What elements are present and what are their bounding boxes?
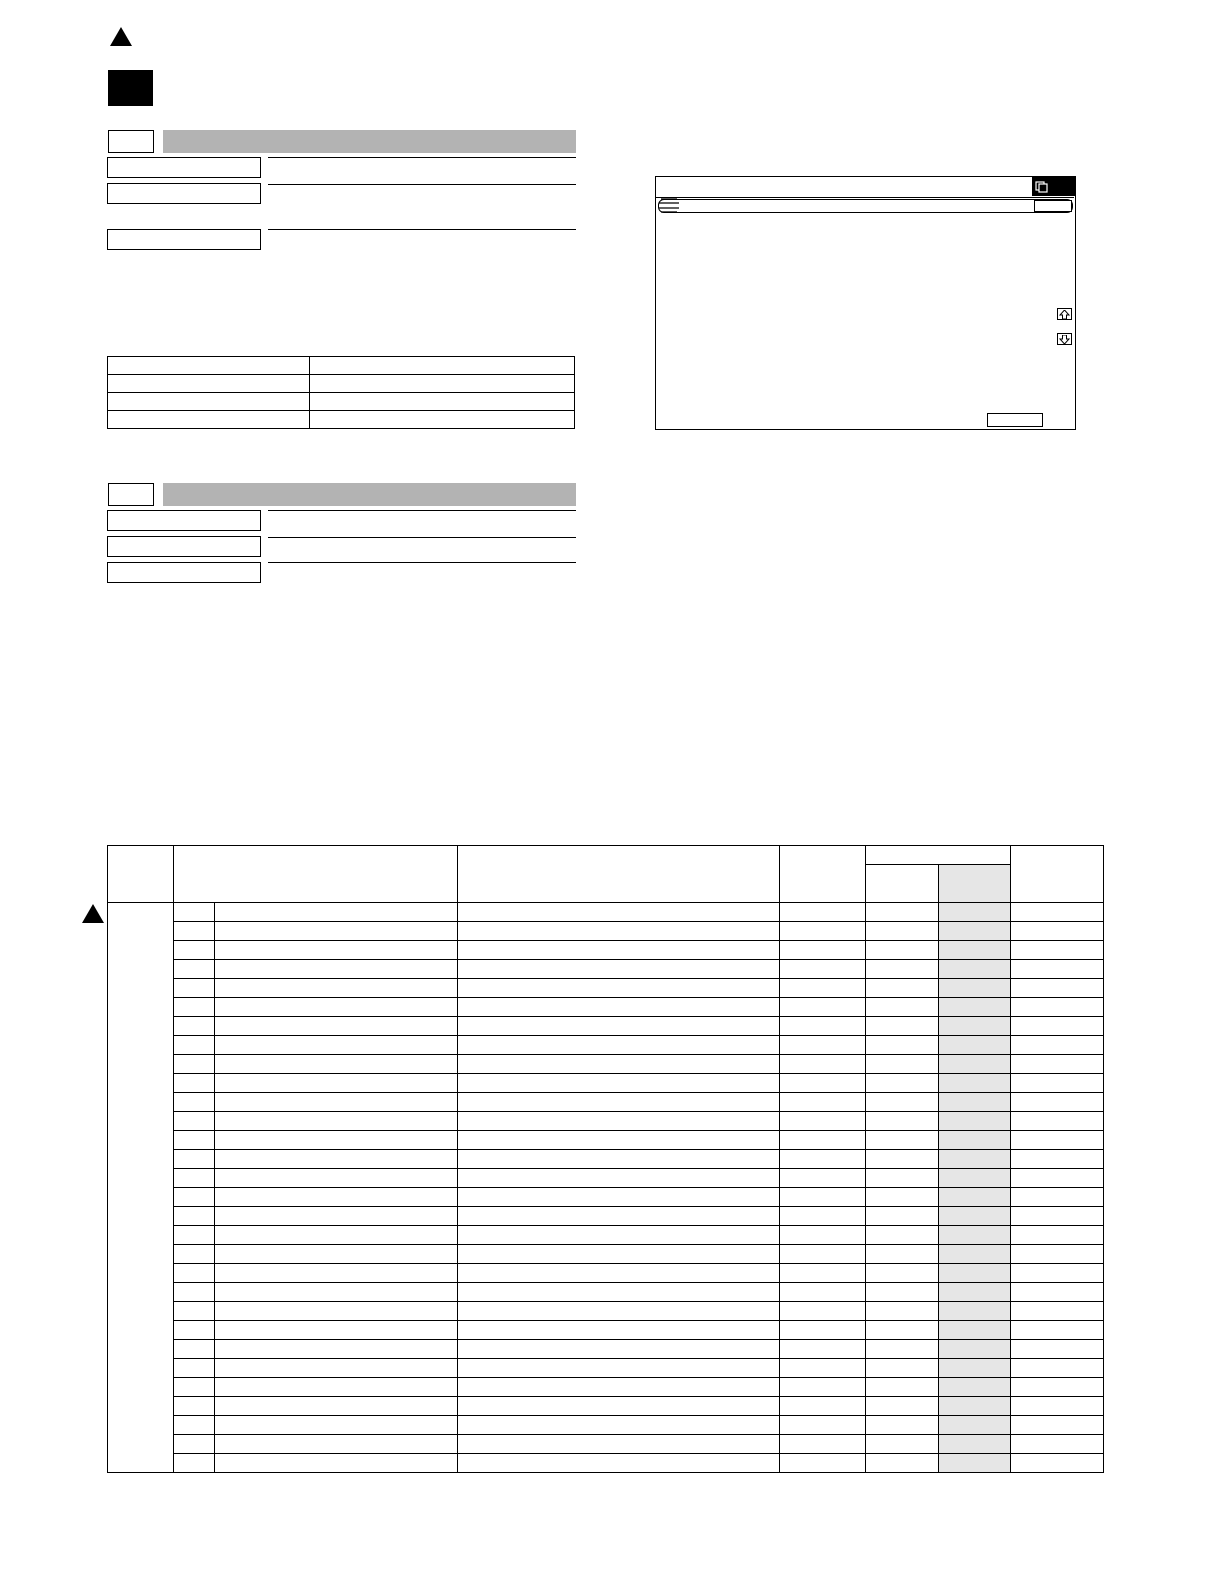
table-row (108, 1245, 1104, 1264)
table-row (108, 1112, 1104, 1131)
table-cell (174, 1340, 215, 1359)
table-row (108, 941, 1104, 960)
table-row (108, 1283, 1104, 1302)
table-cell (939, 941, 1011, 960)
table-cell (1011, 1264, 1104, 1283)
table-cell (780, 998, 866, 1017)
table-cell (780, 1226, 866, 1245)
warning-triangle-icon (82, 904, 104, 923)
table-cell (458, 1017, 780, 1036)
header-cell (780, 846, 866, 903)
table-cell (780, 1188, 866, 1207)
table-cell (1011, 1416, 1104, 1435)
table-cell (458, 1302, 780, 1321)
table-cell (215, 1378, 458, 1397)
table-row (108, 393, 575, 411)
table-cell (780, 1036, 866, 1055)
table-cell (939, 1131, 1011, 1150)
table-row (108, 1264, 1104, 1283)
table-cell (174, 1454, 215, 1473)
table-cell (780, 1359, 866, 1378)
table-cell (458, 1454, 780, 1473)
table-cell (939, 1169, 1011, 1188)
table-cell (174, 1302, 215, 1321)
table-cell (939, 1093, 1011, 1112)
table-cell (174, 1074, 215, 1093)
section1-info-table (107, 356, 575, 429)
table-cell (215, 1074, 458, 1093)
table-cell (458, 903, 780, 922)
table-cell (174, 1093, 215, 1112)
table-cell (866, 1416, 939, 1435)
table-cell (866, 1017, 939, 1036)
table-cell (780, 1112, 866, 1131)
section2-code-box (108, 483, 154, 506)
table-cell (1011, 1378, 1104, 1397)
table-cell (174, 998, 215, 1017)
table-cell (1011, 1112, 1104, 1131)
table-cell (1011, 1226, 1104, 1245)
table-cell (1011, 960, 1104, 979)
table-cell (1011, 1397, 1104, 1416)
section1-rule-3 (268, 229, 576, 230)
table-cell (939, 1017, 1011, 1036)
table-cell (458, 1055, 780, 1074)
header-cell (866, 865, 939, 903)
table-cell (458, 979, 780, 998)
table-cell (780, 1245, 866, 1264)
header-cell (866, 846, 1011, 865)
table-cell (215, 922, 458, 941)
section2-label-2 (107, 536, 261, 557)
table-cell (174, 979, 215, 998)
table-cell (939, 998, 1011, 1017)
table-row (108, 1321, 1104, 1340)
table-cell (780, 1169, 866, 1188)
table-cell (939, 1378, 1011, 1397)
table-cell (939, 979, 1011, 998)
table-cell (939, 1283, 1011, 1302)
table-cell (174, 1416, 215, 1435)
table-cell (866, 1055, 939, 1074)
table-row (108, 960, 1104, 979)
table-row (108, 1302, 1104, 1321)
table-cell (215, 1245, 458, 1264)
section1-title-bar (163, 130, 576, 153)
table-cell (866, 1397, 939, 1416)
table-cell (458, 1435, 780, 1454)
table-cell (939, 1321, 1011, 1340)
section1-label-1 (107, 157, 261, 178)
table-cell (174, 1169, 215, 1188)
table-cell (215, 1416, 458, 1435)
table-cell (174, 1283, 215, 1302)
table-cell (174, 922, 215, 941)
table-cell (780, 1055, 866, 1074)
table-cell (174, 1264, 215, 1283)
table-cell (780, 1454, 866, 1473)
table-cell (939, 1454, 1011, 1473)
table-cell (458, 1169, 780, 1188)
table-cell (458, 1112, 780, 1131)
table-cell (780, 1302, 866, 1321)
section2-rule-3 (268, 562, 576, 563)
screen-header-black-tab[interactable] (1032, 177, 1075, 196)
table-cell (866, 1036, 939, 1055)
table-row (108, 998, 1104, 1017)
table-cell (780, 1150, 866, 1169)
table-cell (939, 903, 1011, 922)
table-cell (1011, 1169, 1104, 1188)
table-cell (939, 1435, 1011, 1454)
table-cell (1011, 1036, 1104, 1055)
table-cell (1011, 1093, 1104, 1112)
table-cell (215, 1283, 458, 1302)
table-cell (174, 903, 215, 922)
table-row (108, 1131, 1104, 1150)
section1-label-3 (107, 229, 261, 250)
table-cell (1011, 979, 1104, 998)
table-cell (939, 1036, 1011, 1055)
table-cell (866, 1283, 939, 1302)
table-cell (939, 1302, 1011, 1321)
table-row (108, 1074, 1104, 1093)
table-cell (866, 1302, 939, 1321)
table-cell (215, 1150, 458, 1169)
table-cell (866, 922, 939, 941)
table-row (108, 1093, 1104, 1112)
table-cell (174, 1150, 215, 1169)
table-cell (174, 1017, 215, 1036)
table-cell (939, 1245, 1011, 1264)
table-cell (866, 941, 939, 960)
table-cell (215, 1131, 458, 1150)
table-cell (780, 1207, 866, 1226)
table-cell (780, 960, 866, 979)
table-cell (458, 1188, 780, 1207)
table-cell (866, 1340, 939, 1359)
table-cell (780, 941, 866, 960)
section2-label-3 (107, 562, 261, 583)
table-cell (780, 922, 866, 941)
table-cell (939, 922, 1011, 941)
table-cell (215, 1454, 458, 1473)
table-cell (458, 1264, 780, 1283)
table-row (108, 375, 575, 393)
table-cell (458, 1321, 780, 1340)
table-cell (866, 1112, 939, 1131)
header-cell (939, 865, 1011, 903)
table-cell (866, 1226, 939, 1245)
table-row (108, 1017, 1104, 1036)
table-cell (780, 1283, 866, 1302)
table-cell (215, 1093, 458, 1112)
table-cell (866, 1321, 939, 1340)
table-cell (866, 1264, 939, 1283)
screen-small-button[interactable] (1034, 200, 1072, 212)
section2-title-bar (163, 483, 576, 506)
header-cell (458, 846, 780, 903)
table-cell (1011, 1359, 1104, 1378)
table-cell (939, 1340, 1011, 1359)
table-cell (866, 1150, 939, 1169)
table-row (108, 357, 575, 375)
table-cell (215, 1264, 458, 1283)
table-cell (458, 922, 780, 941)
table-cell (174, 1036, 215, 1055)
section1-code-box (108, 130, 154, 153)
section-marker (108, 70, 153, 106)
table-cell (215, 1055, 458, 1074)
warning-triangle-icon (110, 27, 132, 46)
section2-rule-1 (268, 510, 576, 511)
table-cell (866, 1454, 939, 1473)
section1-label-2 (107, 183, 261, 204)
table-cell (866, 903, 939, 922)
main-table (107, 845, 1104, 1473)
table-cell (174, 1321, 215, 1340)
table-cell (174, 1359, 215, 1378)
table-cell (458, 1036, 780, 1055)
header-cell (174, 846, 458, 903)
table-cell (458, 1416, 780, 1435)
table-cell (1011, 941, 1104, 960)
table-cell (866, 1131, 939, 1150)
table-cell (174, 1245, 215, 1264)
table-row (108, 1055, 1104, 1074)
menu-lines-icon (658, 196, 680, 216)
table-cell (1011, 1435, 1104, 1454)
arrow-down-icon (1059, 335, 1070, 344)
table-row (108, 1397, 1104, 1416)
section2-rule-2 (268, 537, 576, 538)
table-row (108, 1169, 1104, 1188)
screen-header-line (656, 197, 1074, 198)
table-cell (215, 1321, 458, 1340)
table-cell (1011, 1055, 1104, 1074)
table-cell (215, 960, 458, 979)
table-cell (939, 1226, 1011, 1245)
section1-rule-1 (268, 157, 576, 158)
table-cell (780, 1416, 866, 1435)
table-row (108, 922, 1104, 941)
table-cell (866, 960, 939, 979)
table-cell (458, 1397, 780, 1416)
table-row (108, 1454, 1104, 1473)
table-cell (1011, 1207, 1104, 1226)
table-cell (458, 1340, 780, 1359)
table-cell (458, 1207, 780, 1226)
table-header-row (108, 846, 1104, 865)
table-cell (780, 1435, 866, 1454)
table-cell (1011, 998, 1104, 1017)
table-cell (215, 1226, 458, 1245)
table-row (108, 1435, 1104, 1454)
table-cell (215, 1112, 458, 1131)
table-cell (780, 1017, 866, 1036)
table-cell (215, 1188, 458, 1207)
table-cell (866, 1093, 939, 1112)
copy-icon (1035, 181, 1049, 193)
table-row (108, 979, 1104, 998)
table-cell (458, 998, 780, 1017)
table-cell (174, 1188, 215, 1207)
table-cell (780, 1340, 866, 1359)
table-cell (780, 1093, 866, 1112)
table-cell (174, 1378, 215, 1397)
screen-title-row (658, 199, 1073, 213)
table-cell (458, 1283, 780, 1302)
table-cell (215, 1169, 458, 1188)
table-cell (174, 1397, 215, 1416)
header-cell (108, 846, 174, 903)
table-cell (458, 1226, 780, 1245)
table-cell (939, 1397, 1011, 1416)
table-cell (215, 979, 458, 998)
section2-label-1 (107, 510, 261, 531)
table-cell (215, 1397, 458, 1416)
table-cell (174, 960, 215, 979)
table-cell (1011, 1188, 1104, 1207)
table-row (108, 1340, 1104, 1359)
table-cell (939, 1416, 1011, 1435)
table-cell (939, 960, 1011, 979)
table-cell (458, 960, 780, 979)
table-cell (1011, 1245, 1104, 1264)
table-cell (458, 1150, 780, 1169)
table-cell (866, 998, 939, 1017)
table-cell (780, 1321, 866, 1340)
table-cell (866, 979, 939, 998)
table-cell (1011, 1454, 1104, 1473)
table-cell (215, 1036, 458, 1055)
arrow-up-icon (1059, 310, 1070, 319)
table-row (108, 1188, 1104, 1207)
table-cell (866, 1188, 939, 1207)
table-row (108, 1359, 1104, 1378)
panel-screen (655, 176, 1076, 430)
table-cell (939, 1074, 1011, 1093)
group-cell (108, 903, 174, 1473)
table-cell (174, 1112, 215, 1131)
table-cell (1011, 1340, 1104, 1359)
table-row (108, 1207, 1104, 1226)
header-cell (1011, 846, 1104, 903)
table-cell (458, 1074, 780, 1093)
table-cell (866, 1359, 939, 1378)
table-cell (215, 903, 458, 922)
table-cell (215, 1435, 458, 1454)
table-cell (866, 1207, 939, 1226)
table-cell (458, 1378, 780, 1397)
table-cell (215, 1302, 458, 1321)
table-row (108, 1416, 1104, 1435)
table-cell (939, 1264, 1011, 1283)
table-row (108, 1036, 1104, 1055)
table-cell (780, 1264, 866, 1283)
table-cell (1011, 1074, 1104, 1093)
table-cell (174, 1131, 215, 1150)
section1-rule-2 (268, 184, 576, 185)
table-cell (939, 1207, 1011, 1226)
table-cell (1011, 1131, 1104, 1150)
table-cell (1011, 1150, 1104, 1169)
table-cell (458, 1359, 780, 1378)
table-cell (215, 1017, 458, 1036)
table-cell (780, 903, 866, 922)
table-cell (458, 1245, 780, 1264)
table-cell (215, 1207, 458, 1226)
table-cell (458, 1131, 780, 1150)
table-cell (780, 979, 866, 998)
scroll-up-button[interactable] (1057, 308, 1072, 320)
table-cell (939, 1188, 1011, 1207)
scroll-down-button[interactable] (1057, 333, 1072, 345)
table-cell (780, 1131, 866, 1150)
table-cell (174, 1207, 215, 1226)
table-row (108, 411, 575, 429)
table-cell (780, 1074, 866, 1093)
table-cell (866, 1169, 939, 1188)
table-cell (215, 1359, 458, 1378)
table-cell (174, 1226, 215, 1245)
table-cell (174, 941, 215, 960)
screen-ok-button[interactable] (987, 413, 1043, 427)
table-cell (458, 1093, 780, 1112)
table-cell (174, 1055, 215, 1074)
table-cell (1011, 1017, 1104, 1036)
table-cell (174, 1435, 215, 1454)
table-cell (1011, 1283, 1104, 1302)
table-row (108, 903, 1104, 922)
table-cell (939, 1359, 1011, 1378)
table-row (108, 1378, 1104, 1397)
table-row (108, 1150, 1104, 1169)
table-cell (866, 1378, 939, 1397)
table-cell (1011, 922, 1104, 941)
table-cell (1011, 1321, 1104, 1340)
table-cell (1011, 1302, 1104, 1321)
table-cell (866, 1074, 939, 1093)
table-cell (939, 1150, 1011, 1169)
table-row (108, 1226, 1104, 1245)
table-cell (866, 1435, 939, 1454)
table-cell (215, 941, 458, 960)
table-cell (939, 1055, 1011, 1074)
table-cell (939, 1112, 1011, 1131)
table-cell (458, 941, 780, 960)
table-cell (215, 1340, 458, 1359)
table-cell (780, 1397, 866, 1416)
table-cell (1011, 903, 1104, 922)
table-cell (866, 1245, 939, 1264)
table-cell (780, 1378, 866, 1397)
table-cell (215, 998, 458, 1017)
